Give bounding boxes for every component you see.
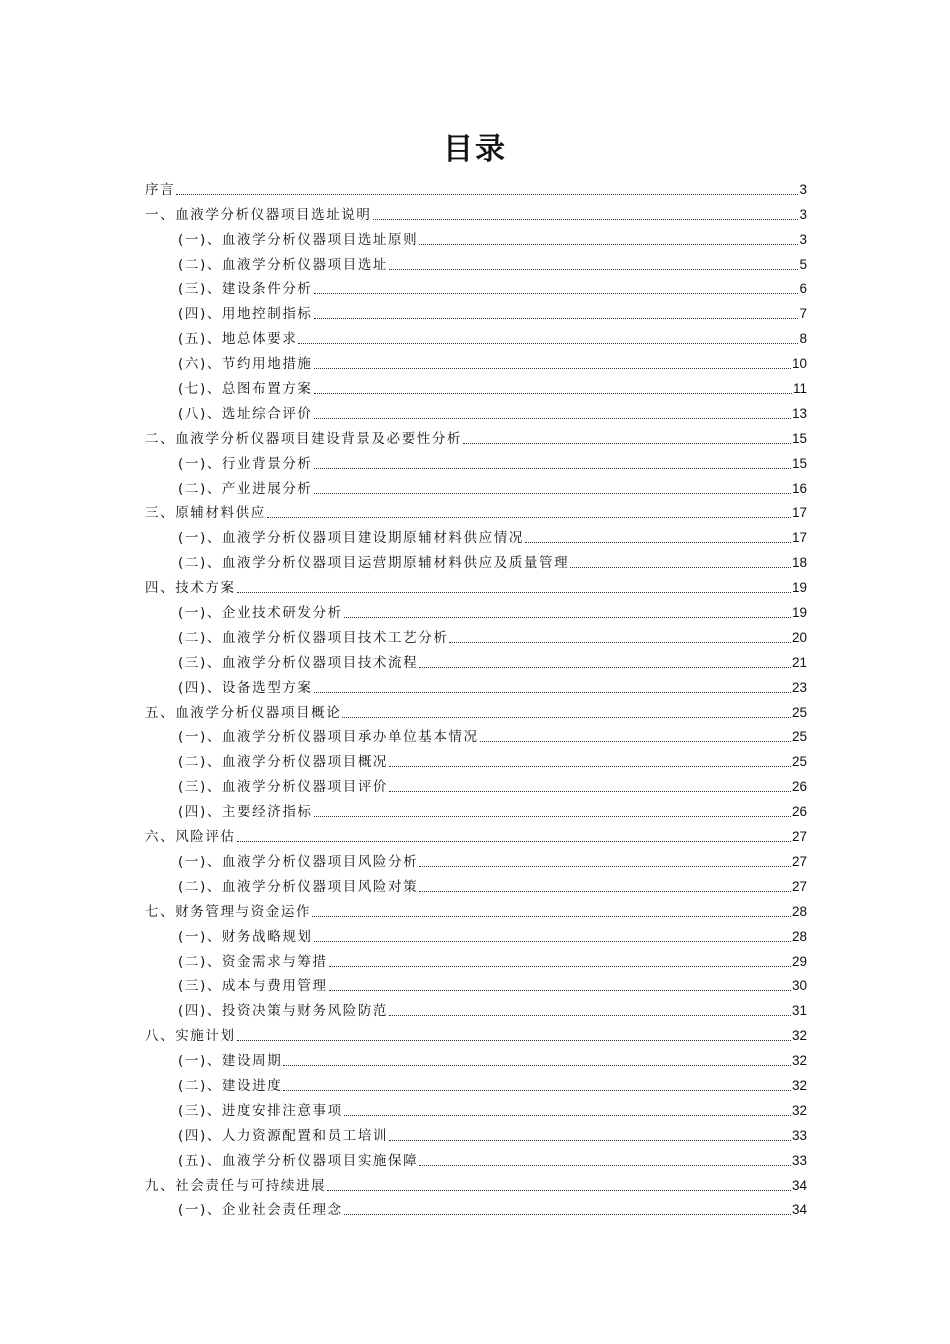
toc-entry-page-number: 29 [791,953,807,969]
toc-entry-page-number: 18 [791,555,807,571]
toc-entry-page-number: 34 [791,1202,807,1218]
toc-entry-text: (三)、进度安排注意事项 [178,1102,343,1119]
dot-leader [419,1165,791,1166]
toc-entry[interactable] [145,871,807,896]
toc-entry[interactable] [145,224,807,249]
toc-entry-page-number: 19 [791,605,807,621]
dot-leader [389,766,791,767]
toc-entry-text: (五)、地总体要求 [178,331,298,348]
toc-entry-text: (四)、主要经济指标 [178,804,313,821]
toc-entry-page-number: 3 [799,231,807,247]
toc-entry-page-number: 25 [791,754,807,770]
toc-entry[interactable] [145,547,807,572]
dot-leader [329,990,791,991]
toc-entry[interactable] [145,1020,807,1045]
toc-entry-page-number: 3 [799,206,807,222]
toc-entry-text: (四)、投资决策与财务风险防范 [178,1003,389,1020]
toc-entry[interactable] [145,473,807,498]
toc-entry-text: (三)、成本与费用管理 [178,978,328,995]
toc-entry-text: (一)、血液学分析仪器项目风险分析 [178,853,419,870]
toc-entry-text: (二)、血液学分析仪器项目技术工艺分析 [178,629,449,646]
toc-entry-text: 序言 [145,181,176,198]
dot-leader [525,542,791,543]
dot-leader [314,692,791,693]
toc-entry-text: (一)、行业背景分析 [178,455,313,472]
toc-entry[interactable] [145,398,807,423]
toc-entry[interactable] [145,1145,807,1170]
toc-entry[interactable] [145,597,807,622]
toc-entry[interactable] [145,1195,807,1220]
dot-leader [327,1190,791,1191]
toc-entry-page-number: 33 [791,1127,807,1143]
toc-entry-text: (一)、血液学分析仪器项目选址原则 [178,231,419,248]
toc-entry[interactable] [145,199,807,224]
toc-entry-page-number: 15 [791,430,807,446]
dot-leader [449,642,791,643]
toc-entry-page-number: 23 [791,679,807,695]
toc-entry-page-number: 32 [791,1077,807,1093]
toc-entry-text: 八、实施计划 [145,1028,236,1045]
toc-entry[interactable] [145,771,807,796]
dot-leader [314,493,791,494]
toc-entry[interactable] [145,622,807,647]
toc-entry[interactable] [145,796,807,821]
dot-leader [314,941,791,942]
toc-entry-text: 九、社会责任与可持续进展 [145,1177,327,1194]
toc-entry-page-number: 27 [791,878,807,894]
toc-entry[interactable] [145,1120,807,1145]
dot-leader [419,891,791,892]
toc-entry-page-number: 27 [791,853,807,869]
toc-entry[interactable] [145,896,807,921]
toc-entry[interactable] [145,274,807,299]
toc-entry[interactable] [145,697,807,722]
toc-entry[interactable] [145,323,807,348]
toc-entry-text: (二)、血液学分析仪器项目概况 [178,754,389,771]
dot-leader [389,1015,791,1016]
toc-entry-text: (一)、财务战略规划 [178,928,313,945]
dot-leader [344,617,791,618]
toc-entry-text: (四)、用地控制指标 [178,306,313,323]
toc-entry-page-number: 17 [791,505,807,521]
toc-entry-text: (一)、血液学分析仪器项目承办单位基本情况 [178,729,479,746]
toc-entry-page-number: 25 [791,704,807,720]
toc-entry-text: (五)、血液学分析仪器项目实施保障 [178,1152,419,1169]
toc-entry[interactable] [145,1070,807,1095]
dot-leader [570,567,791,568]
toc-entry-text: 五、血液学分析仪器项目概论 [145,704,342,721]
toc-entry-text: (一)、企业社会责任理念 [178,1202,343,1219]
dot-leader [389,791,791,792]
toc-entry[interactable] [145,373,807,398]
toc-entry[interactable] [145,995,807,1020]
toc-entry-text: (四)、人力资源配置和员工培训 [178,1127,389,1144]
toc-entry[interactable] [145,423,807,448]
dot-leader [314,468,791,469]
toc-entry-page-number: 5 [799,256,807,272]
toc-entry-page-number: 11 [792,381,807,397]
toc-entry-text: (一)、企业技术研发分析 [178,605,343,622]
toc-entry-text: 二、血液学分析仪器项目建设背景及必要性分析 [145,430,463,447]
toc-title: 目录 [443,132,507,167]
toc-entry-page-number: 13 [791,405,807,421]
toc-entry-page-number: 20 [791,629,807,645]
dot-leader [176,194,798,195]
dot-leader [314,816,791,817]
dot-leader [342,717,791,718]
dot-leader [314,418,791,419]
dot-leader [344,1115,791,1116]
toc-entry[interactable] [145,498,807,523]
toc-entry-page-number: 6 [799,281,807,297]
toc-entry[interactable] [145,572,807,597]
toc-entry-page-number: 27 [791,829,807,845]
toc-entry-page-number: 30 [791,978,807,994]
dot-leader [419,244,798,245]
toc-entry[interactable] [145,821,807,846]
dot-leader [237,1040,791,1041]
toc-entry-page-number: 8 [799,331,807,347]
dot-leader [312,916,791,917]
toc-entry[interactable] [145,174,807,199]
dot-leader [480,741,791,742]
toc-entry-text: (三)、血液学分析仪器项目评价 [178,779,389,796]
toc-entry[interactable] [145,249,807,274]
toc-entry-text: (一)、血液学分析仪器项目建设期原辅材料供应情况 [178,530,524,547]
dot-leader [314,368,791,369]
toc-entry-text: 一、血液学分析仪器项目选址说明 [145,206,372,223]
toc-entry-text: (二)、资金需求与筹措 [178,953,328,970]
toc-entry-text: 七、财务管理与资金运作 [145,903,312,920]
toc-entry-page-number: 16 [791,480,807,496]
dot-leader [389,269,798,270]
toc-entry[interactable] [145,921,807,946]
toc-entry[interactable] [145,647,807,672]
dot-leader [283,1065,791,1066]
toc-entry[interactable] [145,1045,807,1070]
toc-entry-page-number: 32 [791,1053,807,1069]
dot-leader [344,1214,791,1215]
toc-entry-text: (二)、血液学分析仪器项目风险对策 [178,878,419,895]
toc-entry-text: (三)、血液学分析仪器项目技术流程 [178,654,419,671]
toc-entry-text: (七)、总图布置方案 [178,381,313,398]
toc-entry-page-number: 32 [791,1028,807,1044]
dot-leader [283,1090,791,1091]
toc-entry-text: (八)、选址综合评价 [178,405,313,422]
toc-entry-page-number: 21 [791,654,807,670]
dot-leader [314,293,799,294]
dot-leader [314,393,792,394]
toc-entry[interactable] [145,846,807,871]
toc-entry-page-number: 17 [791,530,807,546]
toc-entry[interactable] [145,746,807,771]
toc-entry-page-number: 10 [791,356,807,372]
toc-entry-page-number: 32 [791,1102,807,1118]
toc-entry[interactable] [145,348,807,373]
toc-entry-text: (六)、节约用地措施 [178,356,313,373]
toc-entry-text: (四)、设备选型方案 [178,679,313,696]
toc-entry-text: 六、风险评估 [145,829,236,846]
toc-entry[interactable] [145,298,807,323]
toc-entry[interactable] [145,672,807,697]
toc-entry[interactable] [145,946,807,971]
dot-leader [373,219,799,220]
toc-entry-text: (二)、建设进度 [178,1077,283,1094]
toc-entry-page-number: 26 [791,779,807,795]
toc-entry-text: (二)、产业进展分析 [178,480,313,497]
dot-leader [314,318,799,319]
toc-entry-page-number: 25 [791,729,807,745]
toc-entry[interactable] [145,448,807,473]
dot-leader [298,343,798,344]
toc-entry-text: (一)、建设周期 [178,1053,283,1070]
toc-entry-text: 三、原辅材料供应 [145,505,266,522]
dot-leader [237,841,791,842]
dot-leader [389,1140,791,1141]
dot-leader [237,592,791,593]
dot-leader [329,966,791,967]
dot-leader [419,866,791,867]
toc-entry[interactable] [145,1095,807,1120]
toc-entry-page-number: 19 [791,580,807,596]
toc-entry[interactable] [145,971,807,996]
toc-entry-text: (三)、建设条件分析 [178,281,313,298]
toc-entry-text: 四、技术方案 [145,580,236,597]
dot-leader [267,517,791,518]
toc-entry-page-number: 33 [791,1152,807,1168]
toc-entry-page-number: 26 [791,804,807,820]
dot-leader [419,667,791,668]
toc-entry-text: (二)、血液学分析仪器项目运营期原辅材料供应及质量管理 [178,555,570,572]
toc-entry[interactable] [145,1170,807,1195]
toc-entry[interactable] [145,722,807,747]
toc-entry-page-number: 34 [791,1177,807,1193]
toc-entry-page-number: 7 [799,306,807,322]
toc-entry-page-number: 28 [791,903,807,919]
toc-entry-page-number: 28 [791,928,807,944]
toc-entry-page-number: 3 [799,181,807,197]
toc-entry-text: (二)、血液学分析仪器项目选址 [178,256,389,273]
toc-entry-page-number: 31 [791,1003,807,1019]
toc-list [145,174,807,1219]
dot-leader [463,443,791,444]
toc-entry-page-number: 15 [791,455,807,471]
toc-entry[interactable] [145,522,807,547]
